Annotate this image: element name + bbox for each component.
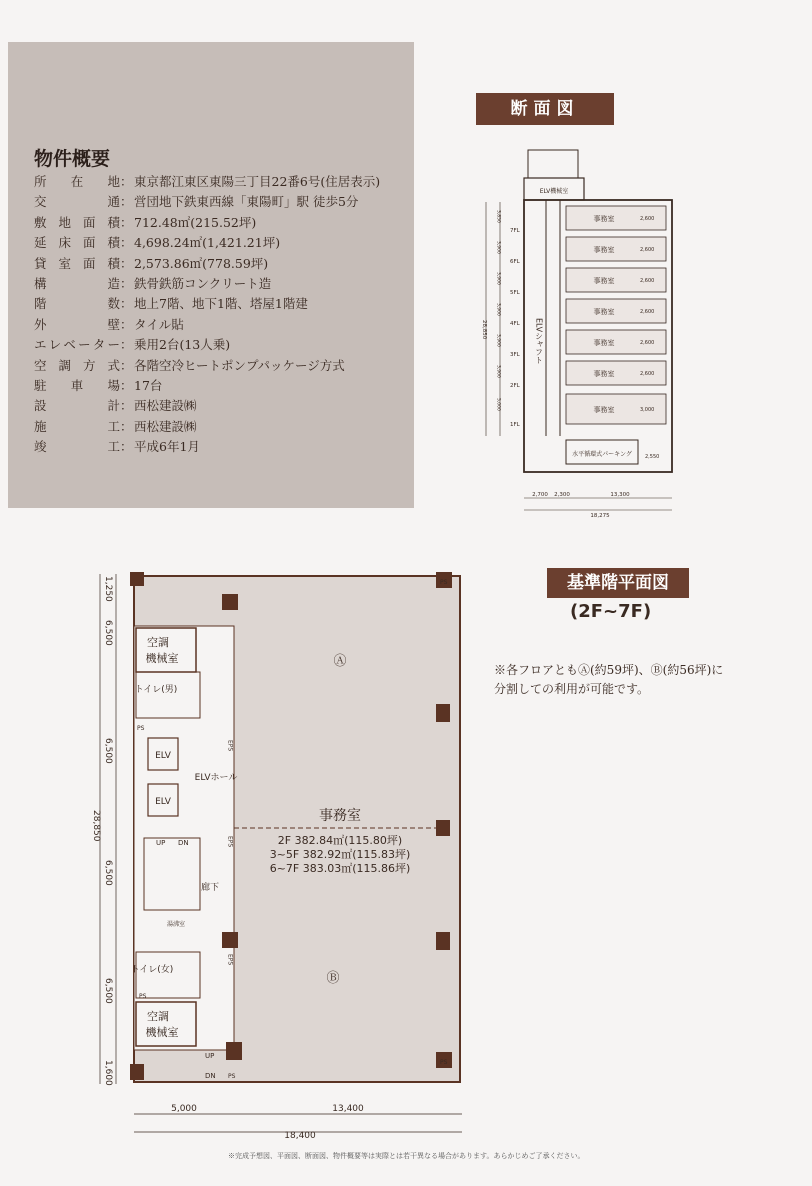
section-left-dim: 5,000: [495, 398, 501, 411]
summary-label: 外壁: [34, 316, 120, 332]
section-office-label: 事務室: [593, 215, 615, 223]
section-total-height: 28,850: [481, 320, 487, 340]
summary-colon: ：: [120, 439, 133, 455]
plan-note: ※各フロアともⒶ(約59坪)、Ⓑ(約56坪)に分割しての利用が可能です。: [494, 663, 724, 696]
section-floor-level: 1FL: [510, 422, 520, 428]
summary-label: 空調方式: [34, 357, 120, 373]
ps-label-2: PS: [139, 993, 147, 1000]
summary-colon: ：: [120, 296, 133, 312]
eps-label-2: EPS: [226, 836, 234, 848]
summary-colon: ：: [120, 398, 133, 414]
stair-up-lower-label: UP: [205, 1052, 215, 1060]
section-office-label: 事務室: [593, 308, 615, 316]
floor-plan: [90, 570, 480, 1140]
toilet-men-label: トイレ(男): [134, 685, 178, 695]
ac-room-bottom-line1: 空調: [147, 1010, 169, 1023]
plan-left-dim: 6,500: [103, 978, 113, 1004]
summary-value: 西松建設㈱: [134, 418, 197, 434]
ps-label-5: PS: [440, 1059, 448, 1066]
area-2f: 2F 382.84㎡(115.80坪): [277, 834, 403, 847]
section-floor-height: 2,600: [640, 340, 655, 346]
section-office-label: 事務室: [593, 277, 615, 285]
summary-value: 各階空冷ヒートポンプパッケージ方式: [134, 357, 345, 373]
section-floor-level: 7FL: [510, 228, 520, 234]
eps-label-1: EPS: [226, 740, 234, 752]
section-floor-level: 4FL: [510, 321, 520, 327]
summary-value: 4,698.24㎡(1,421.21坪): [134, 235, 281, 251]
summary-label: 階数: [34, 296, 120, 312]
section-floor-level: 2FL: [510, 383, 520, 389]
plan-left-dim: 1,600: [103, 1060, 113, 1086]
plan-dim-2: 13,400: [332, 1104, 364, 1114]
eps-label-3: EPS: [226, 954, 234, 966]
summary-colon: ：: [120, 235, 133, 251]
toilet-women-label: トイレ(女): [130, 965, 174, 975]
section-floor-height: 2,600: [640, 216, 655, 222]
plan-left-dim: 6,500: [103, 620, 113, 646]
summary-colon: ：: [120, 255, 133, 271]
summary-value: 地上7階、地下1階、塔屋1階建: [134, 296, 308, 312]
plan-dim-1: 5,000: [171, 1104, 197, 1114]
ac-room-top-line2: 機械室: [145, 652, 179, 665]
summary-colon: ：: [120, 357, 133, 373]
section-floor-level: 6FL: [510, 259, 520, 265]
ac-room-top-line1: 空調: [147, 636, 169, 649]
section-office-label: 事務室: [593, 370, 615, 378]
summary-value: 17台: [134, 377, 163, 393]
summary-colon: ：: [120, 418, 133, 434]
summary-label: 施工: [34, 418, 120, 434]
elv-shaft-label: ELVシャフト: [534, 318, 544, 365]
section-office-label: 事務室: [593, 406, 615, 414]
elv-2-label: ELV: [155, 797, 171, 807]
ac-room-bottom-line2: 機械室: [145, 1026, 179, 1039]
summary-value: 712.48㎡(215.52坪): [134, 214, 257, 230]
section-office-label: 事務室: [593, 246, 615, 254]
pantry-label: 湯沸室: [166, 921, 186, 928]
ps-label-4: PS: [440, 579, 448, 586]
summary-label: エレベーター: [34, 337, 120, 353]
section-left-dim: 3,850: [495, 210, 501, 223]
section-left-dim: 3,900: [495, 365, 501, 378]
parking-label: 水平循環式パーキング: [572, 451, 632, 458]
summary-value: 平成6年1月: [134, 439, 200, 455]
summary-label: 駐車場: [34, 377, 120, 393]
section-floor-height: 3,000: [640, 407, 655, 413]
summary-value: 乗用2台(13人乗): [134, 337, 231, 353]
corridor-label: 廊下: [200, 883, 220, 893]
section-left-dim: 3,900: [495, 272, 501, 285]
summary-colon: ：: [120, 316, 133, 332]
summary-value: 西松建設㈱: [134, 398, 197, 414]
summary-colon: ：: [120, 337, 133, 353]
section-floor-level: 5FL: [510, 290, 520, 296]
section-left-dim: 3,900: [495, 303, 501, 316]
elv-1-label: ELV: [155, 751, 171, 761]
summary-label: 敷地面積: [34, 214, 120, 230]
section-floor-height: 2,600: [640, 371, 655, 377]
plan-left-dims: [103, 576, 113, 1086]
summary-value: 2,573.86㎡(778.59坪): [134, 255, 269, 271]
footnote: ※完成予想図、平面図、断面図、物件概要等は実際とは若干異なる場合があります。あらかじめご了承ください。: [228, 1152, 585, 1160]
summary-colon: ：: [120, 194, 133, 210]
section-office-label: 事務室: [593, 339, 615, 347]
summary-label: 構造: [34, 275, 120, 291]
plan-total-width: 18,400: [284, 1131, 316, 1141]
summary-value: 鉄骨鉄筋コンクリート造: [134, 275, 272, 291]
plan-left-dim: 1,250: [103, 576, 113, 602]
area-3-5f: 3~5F 382.92㎡(115.83坪): [269, 848, 411, 861]
plan-left-dim: 6,500: [103, 860, 113, 886]
office-label: 事務室: [319, 808, 361, 824]
section-dim-1: 2,700: [532, 492, 548, 498]
summary-label: 延床面積: [34, 235, 120, 251]
section-left-dim: 3,900: [495, 334, 501, 347]
section-floor-height: 2,600: [640, 309, 655, 315]
section-floor-height: 2,600: [640, 247, 655, 253]
summary-label: 竣工: [34, 439, 120, 455]
summary-value: タイル貼: [134, 316, 184, 332]
zone-a-label: Ⓐ: [333, 654, 347, 669]
ps-label-3: PS: [228, 1073, 236, 1080]
summary-label: 交通: [34, 194, 120, 210]
plan-subtitle: (2F~7F): [570, 601, 652, 622]
summary-title: 物件概要: [34, 148, 111, 170]
plan-title: 基準階平面図: [547, 568, 689, 598]
plan-total-height: 28,850: [91, 810, 101, 842]
parking-height: 2,550: [645, 454, 660, 460]
summary-label: 所在地: [34, 174, 120, 189]
summary-label: 貸室面積: [34, 255, 120, 271]
summary-colon: ：: [120, 214, 133, 230]
section-total-width: 18,275: [590, 513, 610, 519]
section-floors: [510, 206, 666, 428]
stair-up-label: UP: [156, 839, 166, 847]
section-drawing: [470, 140, 700, 520]
stair-dn-lower-label: DN: [205, 1072, 216, 1080]
section-title: 断面図: [476, 93, 614, 125]
ps-label-1: PS: [137, 725, 145, 732]
elv-machine-room-label: ELV機械室: [539, 188, 569, 195]
plan-left-dim: 6,500: [103, 738, 113, 764]
summary-colon: ：: [120, 174, 133, 189]
elv-hall-label: ELVホール: [194, 773, 238, 783]
summary-colon: ：: [120, 377, 133, 393]
summary-label: 設計: [34, 398, 120, 414]
section-floor-height: 2,600: [640, 278, 655, 284]
section-dim-2: 2,300: [554, 492, 570, 498]
area-6-7f: 6~7F 383.03㎡(115.86坪): [269, 862, 411, 875]
summary-value: 東京都江東区東陽三丁目22番6号(住居表示): [134, 174, 381, 189]
section-dim-3: 13,300: [610, 492, 630, 498]
summary-colon: ：: [120, 275, 133, 291]
zone-b-label: Ⓑ: [326, 971, 340, 986]
section-left-dims: [496, 210, 502, 411]
section-left-dim: 3,900: [495, 241, 501, 254]
summary-value: 営団地下鉄東西線「東陽町」駅 徒歩5分: [134, 194, 359, 210]
section-floor-level: 3FL: [510, 352, 520, 358]
stair-dn-label: DN: [178, 839, 189, 847]
